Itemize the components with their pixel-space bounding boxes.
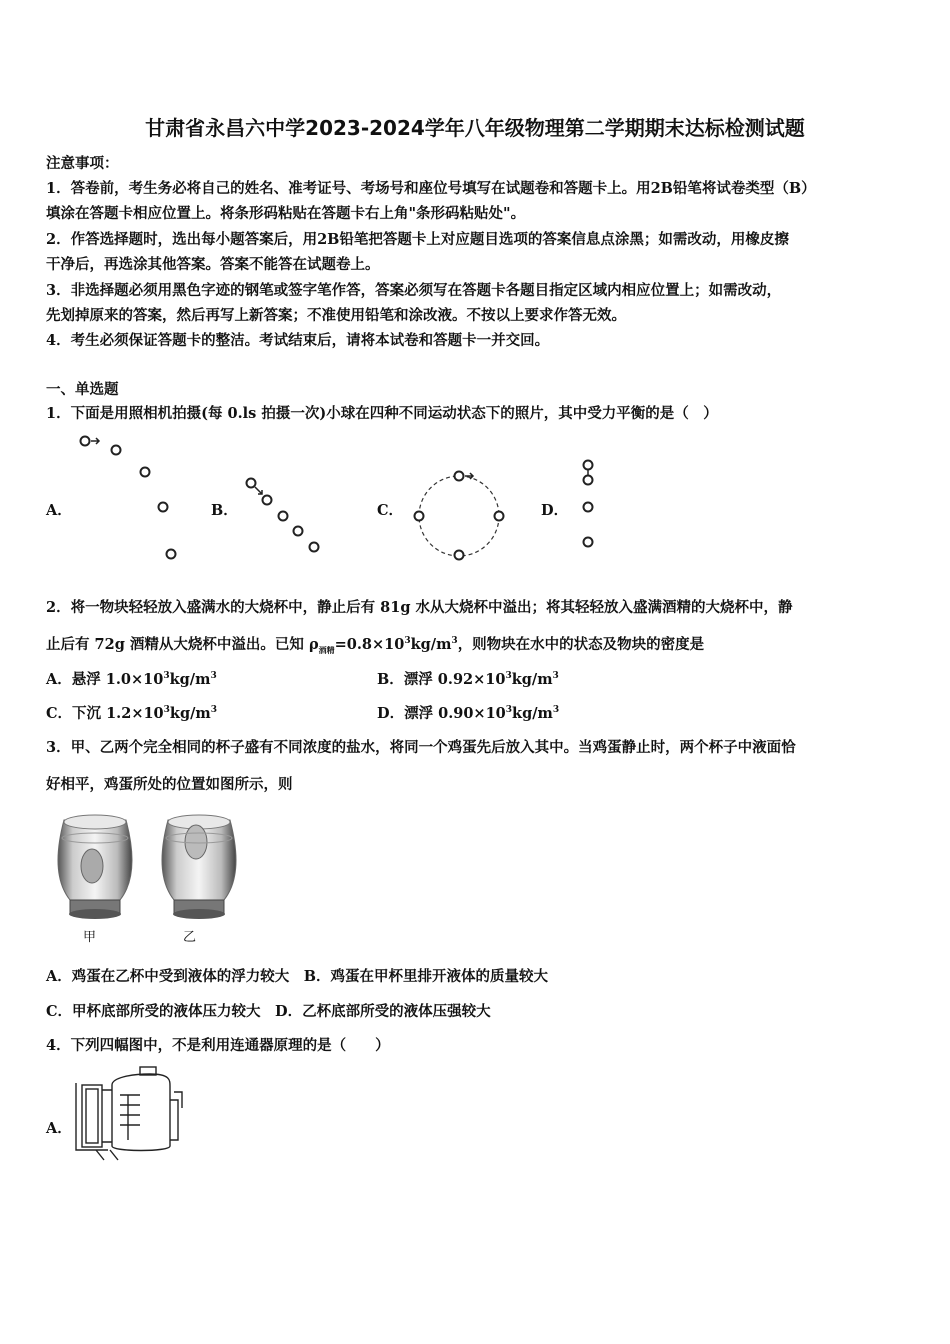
q2-sub: 酒精 [318,644,335,655]
q2-option-text: D．漂浮 0.90×10 [377,705,506,722]
q3-options-line2: C．甲杯底部所受的液体压力较大 D．乙杯底部所受的液体压强较大 [46,1003,491,1020]
q2-unit: kg/m [169,671,211,688]
question-4: 4．下列四幅图中，不是利用连通器原理的是（ ） [46,1037,390,1054]
q2-unit: kg/m [169,705,211,722]
q2-exp: 3 [163,705,170,716]
notice-line: 2．作答选择题时，选出每小题答案后，用2B铅笔把答题卡上对应题目选项的答案信息点涂黑；如需改动，用橡皮擦 [46,231,789,248]
q2-unit: kg/m [511,671,553,688]
q2-option-text: B．漂浮 0.92×10 [377,671,506,688]
q2-option-text: C．下沉 1.2×10 [46,705,164,722]
question-1: 1．下面是用照相机拍摄(每 0.ls 拍摄一次)小球在四种不同运动状态下的照片，其中受力平衡的是（ ） [46,405,718,422]
cup-label-jia: 甲 [83,930,97,945]
q2-exp: 3 [163,671,170,682]
q2-exp: 3 [505,671,512,682]
q2-exp: 3 [552,671,559,682]
notice-heading: 注意事项： [46,155,119,172]
notice-line: 先划掉原来的答案，然后再写上新答案；不准使用铅笔和涂改液。不按以上要求作答无效。 [46,307,626,324]
notice-line: 3．非选择题必须用黑色字迹的钢笔或签字笔作答，答案必须写在答题卡各题目指定区域内相应位置上；如需改动， [46,282,782,299]
q2-text: kg/m [410,636,452,653]
q2-text: =0.8×10 [334,636,405,653]
page-title: 甘肃省永昌六中学2023-2024学年八年级物理第二学期期末达标检测试题 [145,116,805,140]
q2-text: 止后有 72g 酒精从大烧杯中溢出。已知 ρ [46,636,319,653]
notice-line: 1．答卷前，考生务必将自己的姓名、准考证号、考场号和座位号填写在试题卷和答题卡上。用2B铅笔将试卷类型（B） [46,180,816,197]
section-heading: 一、单选题 [46,381,119,398]
question-3-line1: 3．甲、乙两个完全相同的杯子盛有不同浓度的盐水，将同一个鸡蛋先后放入其中。当鸡蛋静止时，两个杯子中液面恰 [46,739,796,756]
notice-line: 填涂在答题卡相应位置上。将条形码粘贴在答题卡右上角"条形码粘贴处"。 [46,205,526,222]
q2-text: ，则物块在水中的状态及物块的密度是 [457,636,705,653]
q1-option-b-label: B． [211,502,238,519]
q1-option-d-label: D． [541,502,569,519]
notice-line: 4．考生必须保证答题卡的整洁。考试结束后，请将本试卷和答题卡一并交回。 [46,332,550,349]
q2-option-text: A．悬浮 1.0×10 [46,671,164,688]
q2-exp: 3 [552,705,560,716]
notice-line: 干净后，再选涂其他答案。答案不能答在试题卷上。 [46,256,380,273]
q2-unit: kg/m [512,705,553,722]
question-2-line1: 2．将一物块轻轻放入盛满水的大烧杯中，静止后有 81g 水从大烧杯中溢出；将其轻轻放入盛满酒精的大烧杯中，静 [46,599,793,616]
cup-label-yi: 乙 [183,930,197,945]
q1-option-c-label: C． [377,502,404,519]
q2-exp: 3 [210,671,217,682]
q2-sup: 3 [451,636,458,647]
q2-exp: 3 [505,705,513,716]
q3-options-line1: A．鸡蛋在乙杯中受到液体的浮力较大 B．鸡蛋在甲杯里排开液体的质量较大 [46,968,549,985]
question-3-line2: 好相平，鸡蛋所处的位置如图所示，则 [46,776,293,793]
q2-sup: 3 [404,636,411,647]
q2-exp: 3 [210,705,218,716]
q1-option-a-label: A． [46,502,72,519]
q4-option-a-label: A． [46,1120,72,1137]
